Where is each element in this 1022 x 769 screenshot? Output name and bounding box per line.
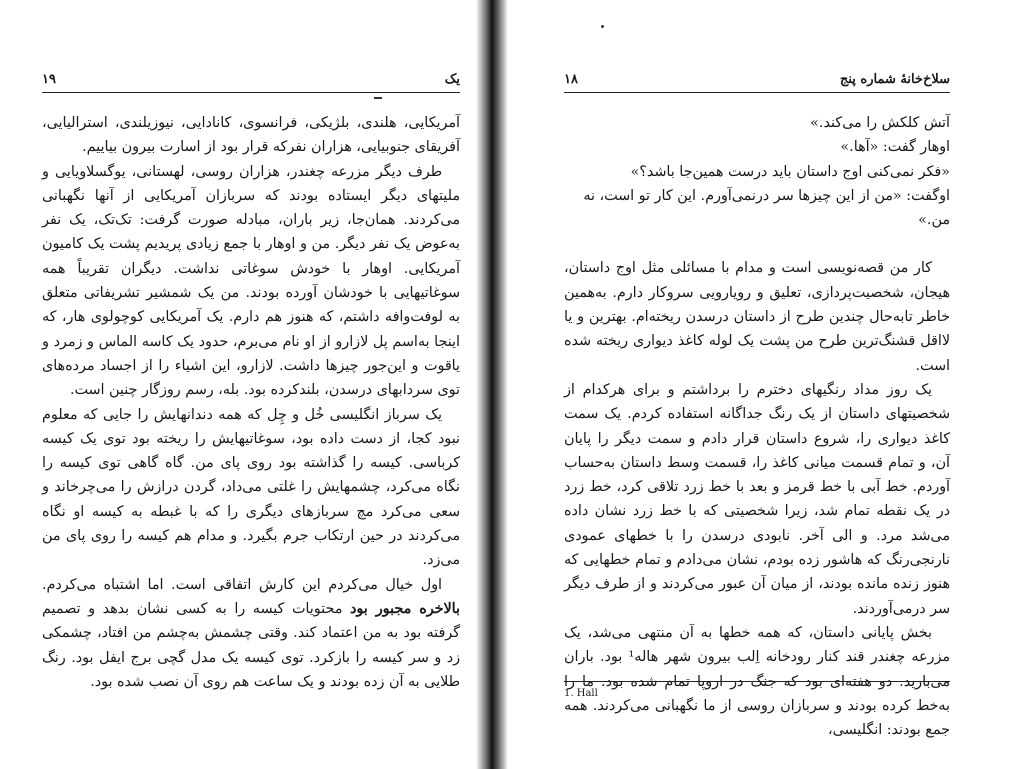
dialog-line-4: اوگفت: «من از این چیزها سر درنمی‌آورم. این کار تو است، نه من.» [583,187,950,229]
left-page-number: ۱۹ [42,72,56,87]
footnote-rule [564,681,950,682]
left-paragraph-1: آمریکایی، هلندی، بلژیکی، فرانسوی، کانادایی، نیوزیلندی، استرالیایی، آفریقای جنوبیایی، هزاران نفرکه قرار بود از اسارت بیرون بیاییم. [42,115,460,156]
right-paragraph-3: بخش پایانی داستان، که همه خطها به آن منتهی می‌شد، یک مزرعه چغندر قند کنار رودخانه اِلب بیرون شهر هاله¹ بود. باران می‌بارید. دو هفته‌ای بود که جنگ در اروپا تمام شده بود. ما را به‌خط کرده بودند و سربازان روسی از ما نگهبانی می‌کردند. همه جمع بودند: انگلیسی، [564,624,950,739]
left-paragraph-2: طرف دیگر مزرعه چغندر، هزاران روسی، لهستانی، یوگسلاویایی و ملیتهای دیگر ایستاده بودند که سربازان آمریکایی از آنها نگهبانی می‌کردند. همان‌جا، زیر باران، مبادله صورت گرفت: تک‌تک، یک نفر به‌عوض یک نفر دیگر. من و اوهار با جمع زیادی پریدیم پشت یک کامیون آمریکایی. اوهار با خودش سوغاتی نداشت. دیگران تقریباً همه سوغاتیهایی با خودشان آورده بودند. من یک شمشیر تشریفاتی متعلق به لوفت‌وافه داشتم، که هنوز هم دارم. یک آمریکایی کوچولوی هار، که اینجا به‌اسم پل لازارو از او نام می‌برم، حدود یک کاسه الماس و زمرد و یاقوت و این‌جور چیزها داشت. لازارو، این اشیاء را از اجساد مرده‌های توی سردابهای درسدن، بلندکرده بود. بله، رسم روزگار چنین است. [42,163,460,399]
bold-phrase: بالاخره مجبور بود [349,600,460,617]
dialog-line-3: «فکر نمی‌کنی اوج داستان باید درست همین‌جا باشد؟» [630,163,950,180]
left-running-head [42,72,460,93]
right-running-title: سلاخ‌خانهٔ شماره پنج [839,72,950,87]
left-body-text [42,111,460,694]
right-paragraph-1: کار من قصه‌نویسی است و مدام با مسائلی مثل اوج داستان، هیجان، شخصیت‌پردازی، تعلیق و رویارویی سروکار دارم. به‌همین خاطر تابه‌حال چندین طرح از داستان درسدن ریخته‌ام. بهترین و یا لااقل قشنگ‌ترین طرح من پشت یک لوله کاغذ دیواری ریخته شده است. [564,260,950,374]
left-page [0,0,476,769]
left-paragraph-4 [42,573,460,694]
book-gutter [476,0,508,769]
right-page-number: ۱۸ [564,72,578,87]
left-paragraph-4-rest: محتویات کیسه را به کسی نشان بدهد و تصمیم گرفته بود به من اعتماد کند. وقتی چشمش به‌چشم من افتاد، چشمکی زد و سر کیسه را بازکرد. توی کیسه یک مدل گچی برج ایفل بود. رنگ طلایی به آن زده بودند و یک ساعت هم روی آن نصب شده بود. [42,600,460,690]
right-paragraph-2: یک روز مداد رنگیهای دخترم را برداشتم و برای هرکدام از شخصیتهای داستان از یک رنگ جداگانه استفاده کردم. یک سمت کاغذ دیواری را، شروع داستان قرار دادم و سمت دیگر را پایان آن، و تمام قسمت میانی کاغذ را، قسمت وسط داستان به‌حساب آوردم. خط آبی با خط قرمز و بعد با خط زرد تلاقی کرد، خط زرد در یک نقطه تمام شد، زیرا شخصیتی که با خط زرد نشان داده می‌شد مرد. و الی آخر. نابودی درسدن را با خطهای عمودی نارنجی‌رنگ که هاشور زده بودم، نشان می‌دادم و تمام خطهایی که هنوز زنده مانده بودند، از میان آن عبور می‌کردند و از طرف دیگر سر درمی‌آوردند. [564,381,950,617]
right-page [508,0,1022,769]
right-running-head [564,72,950,93]
right-body-text [564,111,950,742]
dialog-line-1: آتش کلکش را می‌کند.» [810,115,950,131]
footnote: 1. Hall [564,688,598,699]
dialog-line-2: اوهار گفت: «آها.» [840,139,950,156]
left-paragraph-3: یک سرباز انگلیسی خُل و چِل که همه دندانهایش را جایی که معلوم نبود کجا، از دست داده بود، سوغاتیهایش را ریخته بود توی یک کیسه کرباسی. کیسه را گذاشته بود روی پای من. گاه گاهی توی کیسه را نگاه می‌کرد، چشمهایش را غلتی می‌داد، گردن درازش را می‌چرخاند و سعی می‌کرد مچ سربازهای دیگری را که با غبطه به کیسه او نگاه می‌کردند در حین ارتکاب جرم بگیرد. و مدام هم کیسه را روی پای من می‌زد. [42,406,460,569]
left-paragraph-4-start: اول خیال می‌کردم این کارش اتفاقی است. اما اشتباه می‌کردم. [42,576,442,593]
left-running-title: یک [444,72,460,87]
header-mark [374,97,382,99]
